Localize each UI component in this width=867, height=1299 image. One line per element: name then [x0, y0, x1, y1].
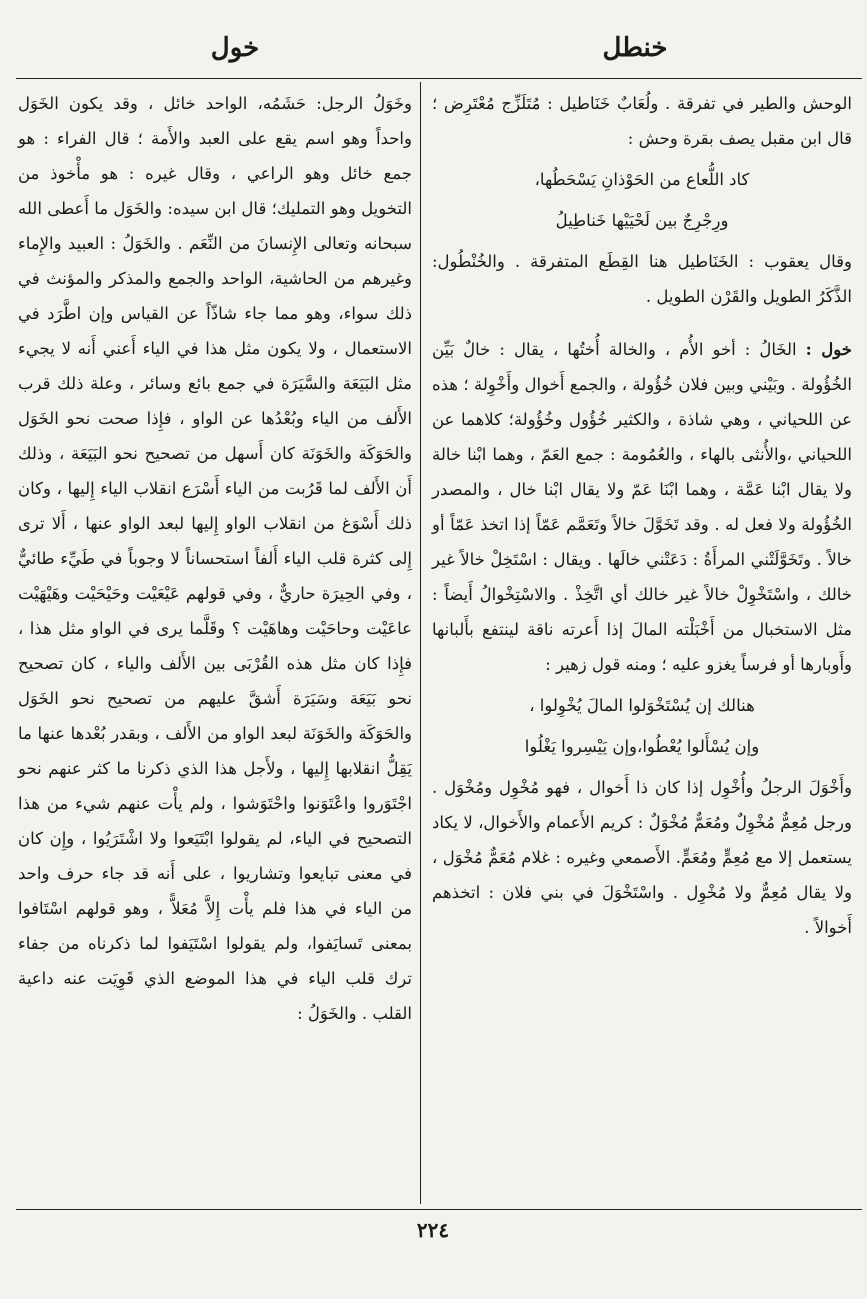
- entry-paragraph: [432, 332, 852, 682]
- paragraph: وخَوَلُ الرجل: حَشَمُه، الواحد خائل ، وقد يكون الخَوَل واحداً وهو اسم يقع على العبد والأَمة ؛ قال الفراء : هو جمع خائل وهو الراعي ، وقال غيره : هو مأْخوذ من التخويل وهو التمليك؛ قال ابن سيده: والخَوَل ما أَعطى الله سبحانه وتعالى الإِنسانَ من النِّعَم . والخَوَلُ : العبيد والإِماء وغيرهم من الحاشية، الواحد والجمع والمذكر والمؤنث في ذلك سواء، وهو مما جاء شاذّاً عن القياس وإن اطَّرَد في الاستعمال ، ولا يكون مثل هذا في الياء أَعني أَنه لا يجيء مثل البَيَعَة والسَّيَرَة في جمع بائع وسائر ، وعلة ذلك قرب الأَلف من الياء وبُعْدُها عن الواو ، فإِذا صحت نحو الخَوَل والحَوَكَة والخَوَنَة كان أَسهل من تصحيح نحو البَيَعَة ، وذلك أَن الأَلف لما قَرُبت من الياء أَسْرَع انقلاب الياء إِليها ، وكان ذلك أَسْوَغ من انقلاب الواو إِليها لبعد الواو عنها ، أَلا ترى إِلى كثرة قلب الياء أَلفاً استحساناً لا وجوباً في طَيِّء طائيٌّ ، وفي الحِيرَة حاريٌّ ، وفي قولهم عَيْعَيْت وحَيْحَيْت وهَيْهَيْت عاعَيْت وحاحَيْت وهاهَيْت ؟ وقَلَّما يرى في الواو مثل هذا ، فإِذا كان مثل هذه القُرْبَى بين الأَلف والياء ، كان تصحيح نحو بَيَعَة وسَيَرَة أَشقَّ عليهم من تصحيح نحو الخَوَل والحَوَكَة والخَوَنَة لبعد الواو من الأَلف ، وبقدر بُعْدها عنها ما يَقِلُّ انقلابها إِليها ، ولأَجل هذا الذي ذكرنا ما كثر عنهم نحو اجْتَوَروا واعْتَوَنوا واحْتَوَشوا ، ولم يأْت عنهم شيء من هذا التصحيح في الياء، لم يقولوا ابْتَيَعوا ولا اشْتَرَيُوا ، وإِن كان في معنى تبايعوا وتشاريوا ، على أَنه قد جاء حرف واحد من الياء في هذا فلم يأْت إِلاَّ مُعَلاًّ ، وهو قولهم اسْتَافوا بمعنى تَسايَفوا، ولم يقولوا اسْتَيَفوا لما ذكرناه من جفاء ترك قلب الياء في هذا الموضع الذي قَوِيَت عنه داعية القلب . والخَوَلُ :: [18, 94, 412, 1023]
- column-divider: [420, 82, 421, 1204]
- verse-line: هنالك إن يُسْتَخْوَلوا المالَ يُخْوِلوا ،: [529, 696, 755, 715]
- spacer: [432, 314, 852, 332]
- page-number: ٢٢٤: [416, 1218, 450, 1242]
- paragraph: الوحش والطير في تفرقة . ولُعَابٌ خَنَاطيل : مُتَلَزِّج مُعْتَرِض ؛ قال ابن مقبل يصف بقرة وحش :: [432, 94, 852, 148]
- paragraph: وقال يعقوب : الخَنَاطيل هنا القِطَع المتفرقة . والخُنْطُول: الذَّكَرُ الطويل والقَرْن الطويل .: [432, 252, 852, 306]
- verse-line: ورِجْرِجٌ بين لَحْيَيْها خَناطِيلُ: [555, 211, 729, 230]
- verse-line: كاد اللُّعاع من الحَوْذانِ يَسْحَطُها،: [534, 170, 750, 189]
- entry-head: خول :: [805, 340, 852, 359]
- left-column: [18, 86, 412, 1031]
- verse-line: وإن يُسْأَلوا يُعْطُوا،وإن يَيْسِروا يَغْلُوا: [524, 737, 760, 756]
- right-column: [432, 86, 852, 945]
- entry-text: الخَالُ : أخو الأُم ، والخالة أُختُها ، يقال : خالٌ بَيِّن الخُؤُولة . وبَيْني وبين فلان خُؤُولة ، والجمع أَخوال وأَخْوِلة ؛ هذه عن اللحياني ، وهي شاذة ، والكثير خُؤُول وخُؤُولة؛ كلاهما عن اللحياني ،والأُنثى بالهاء ، والعُمُومة : جمع العَمّ ، وهما ابْنا خالة ولا يقال ابْنا عَمَّة ، وهما ابْنَا عَمّ ولا يقال ابْنا خال ، والمصدر الخُؤُولة ولا فعل له . وقد تَخَوَّلَ خالاً وتَعَمَّم عَمّاً إذا اتخذ عَمّاً أو خالاً . وتَخَوَّلَتْني المرأَةُ : دَعَتْني خالَها . ويقال : اسْتَخِلْ خالاً غير خالك ، واسْتَخْوِلْ خالاً غير خالك أي اتَّخِذْ . والاسْتِخْوالُ أَيضاً : مثل الاستخبال من أَخْبَلْته المالَ إذا أَعرته ناقة لينتفع بأَلبانها وأَوبارها أو فرساً يغزو عليه ؛ ومنه قول زهير :: [432, 340, 852, 674]
- top-rule: [16, 78, 862, 79]
- bottom-rule: [16, 1209, 862, 1210]
- header-root-word-left: خول: [210, 33, 260, 63]
- paragraph: وأَخْوَلَ الرجلُ وأُخْوِل إذا كان ذا أَخوال ، فهو مُخْوِل ومُخْوَل . ورجل مُعِمٌّ مُخْوِلٌ ومُعَمٌّ مُخْوَلٌ : كريم الأَعمام والأَخوال، لا يكاد يستعمل إلا مع مُعِمٍّ ومُعَمٍّ. الأَصمعي وغيره : غلام مُعَمٌّ مُخْوَل ، ولا يقال مُعِمٌّ ولا مُخْوِل . واسْتَخْوَلَ في بني فلان : اتخذهم أَخوالاً .: [432, 778, 852, 937]
- header-root-word-right: خنطل: [602, 33, 668, 63]
